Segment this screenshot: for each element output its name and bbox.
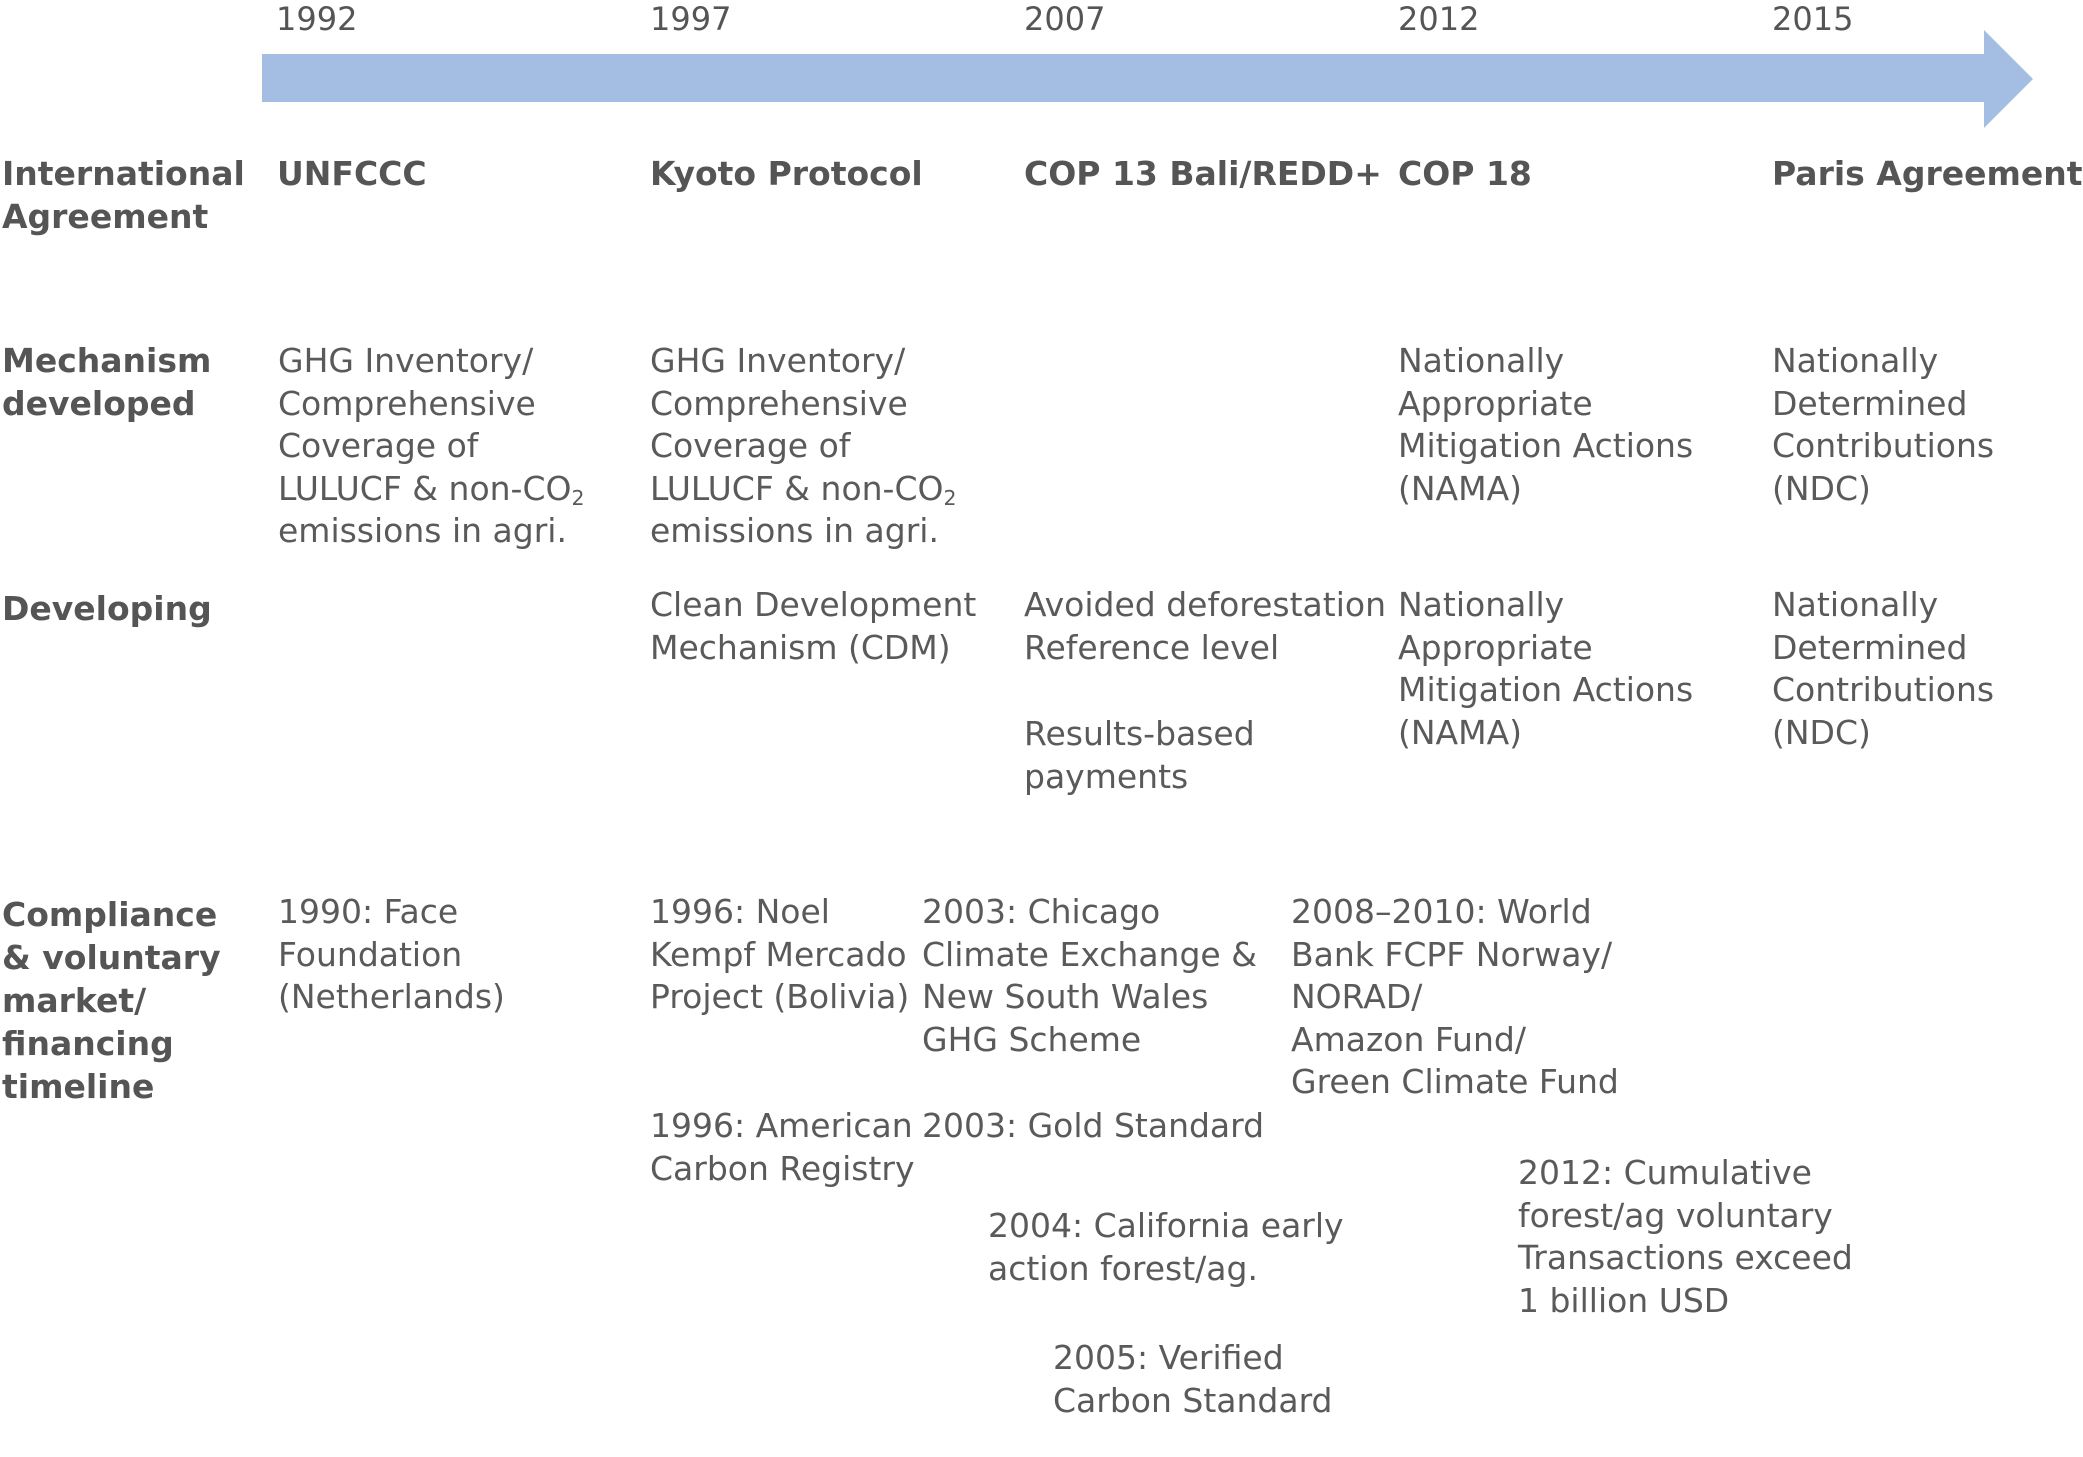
mechanism-1997: GHG Inventory/ Comprehensive Coverage of LULUCF & non-$CO_2$ emissions in agri. bbox=[650, 341, 957, 550]
agreement-cop13: COP 13 Bali/REDD+ bbox=[1024, 154, 1382, 193]
agreement-kyoto: Kyoto Protocol bbox=[650, 154, 923, 193]
year-1992: 1992 bbox=[276, 0, 358, 38]
developing-2007-payments: Results-based payments bbox=[1024, 714, 1255, 796]
agreement-cop18: COP 18 bbox=[1398, 154, 1532, 193]
compliance-cumulative-transactions: 2012: Cumulative forest/ag voluntary Transactions exceed 1 billion USD bbox=[1518, 1153, 1853, 1320]
developing-2012: Nationally Appropriate Mitigation Actions (NAMA) bbox=[1398, 585, 1694, 752]
year-1997: 1997 bbox=[650, 0, 732, 38]
agreement-unfccc: UNFCCC bbox=[277, 154, 427, 193]
timeline-arrow bbox=[262, 30, 2033, 128]
year-2015: 2015 bbox=[1772, 0, 1854, 38]
year-2012: 2012 bbox=[1398, 0, 1480, 38]
mechanism-1992: GHG Inventory/ Comprehensive Coverage of LULUCF & non-$CO_2$ emissions in agri. bbox=[278, 341, 585, 550]
compliance-noel-kempf: 1996: Noel Kempf Mercado Project (Bolivia) bbox=[650, 892, 910, 1016]
compliance-face-foundation: 1990: Face Foundation (Netherlands) bbox=[278, 892, 505, 1016]
developing-2015: Nationally Determined Contributions (NDC) bbox=[1772, 585, 1995, 752]
row-label-developing: Developing bbox=[2, 589, 212, 628]
compliance-california: 2004: California early action forest/ag. bbox=[988, 1206, 1344, 1288]
row-label-compliance: Compliance & voluntary market/ financing timeline bbox=[2, 895, 221, 1106]
developing-2007-reference: Avoided deforestation Reference level bbox=[1024, 585, 1386, 667]
compliance-american-carbon-registry: 1996: American Carbon Registry bbox=[650, 1106, 915, 1188]
row-label-mechanism: Mechanism developed bbox=[2, 341, 212, 423]
agreement-paris: Paris Agreement bbox=[1772, 154, 2083, 193]
compliance-chicago-exchange: 2003: Chicago Climate Exchange & New South Wales GHG Scheme bbox=[922, 892, 1257, 1059]
row-label-agreement: International Agreement bbox=[2, 154, 245, 236]
year-2007: 2007 bbox=[1024, 0, 1106, 38]
compliance-verified-carbon-standard: 2005: Verified Carbon Standard bbox=[1053, 1338, 1333, 1420]
timeline-arrow-shape bbox=[262, 30, 2033, 128]
developing-1997: Clean Development Mechanism (CDM) bbox=[650, 585, 977, 667]
compliance-world-bank: 2008–2010: World Bank FCPF Norway/ NORAD/ Amazon Fund/ Green Climate Fund bbox=[1291, 892, 1619, 1101]
mechanism-2015: Nationally Determined Contributions (NDC) bbox=[1772, 341, 1995, 508]
compliance-gold-standard: 2003: Gold Standard bbox=[922, 1106, 1265, 1145]
mechanism-2012: Nationally Appropriate Mitigation Actions (NAMA) bbox=[1398, 341, 1694, 508]
